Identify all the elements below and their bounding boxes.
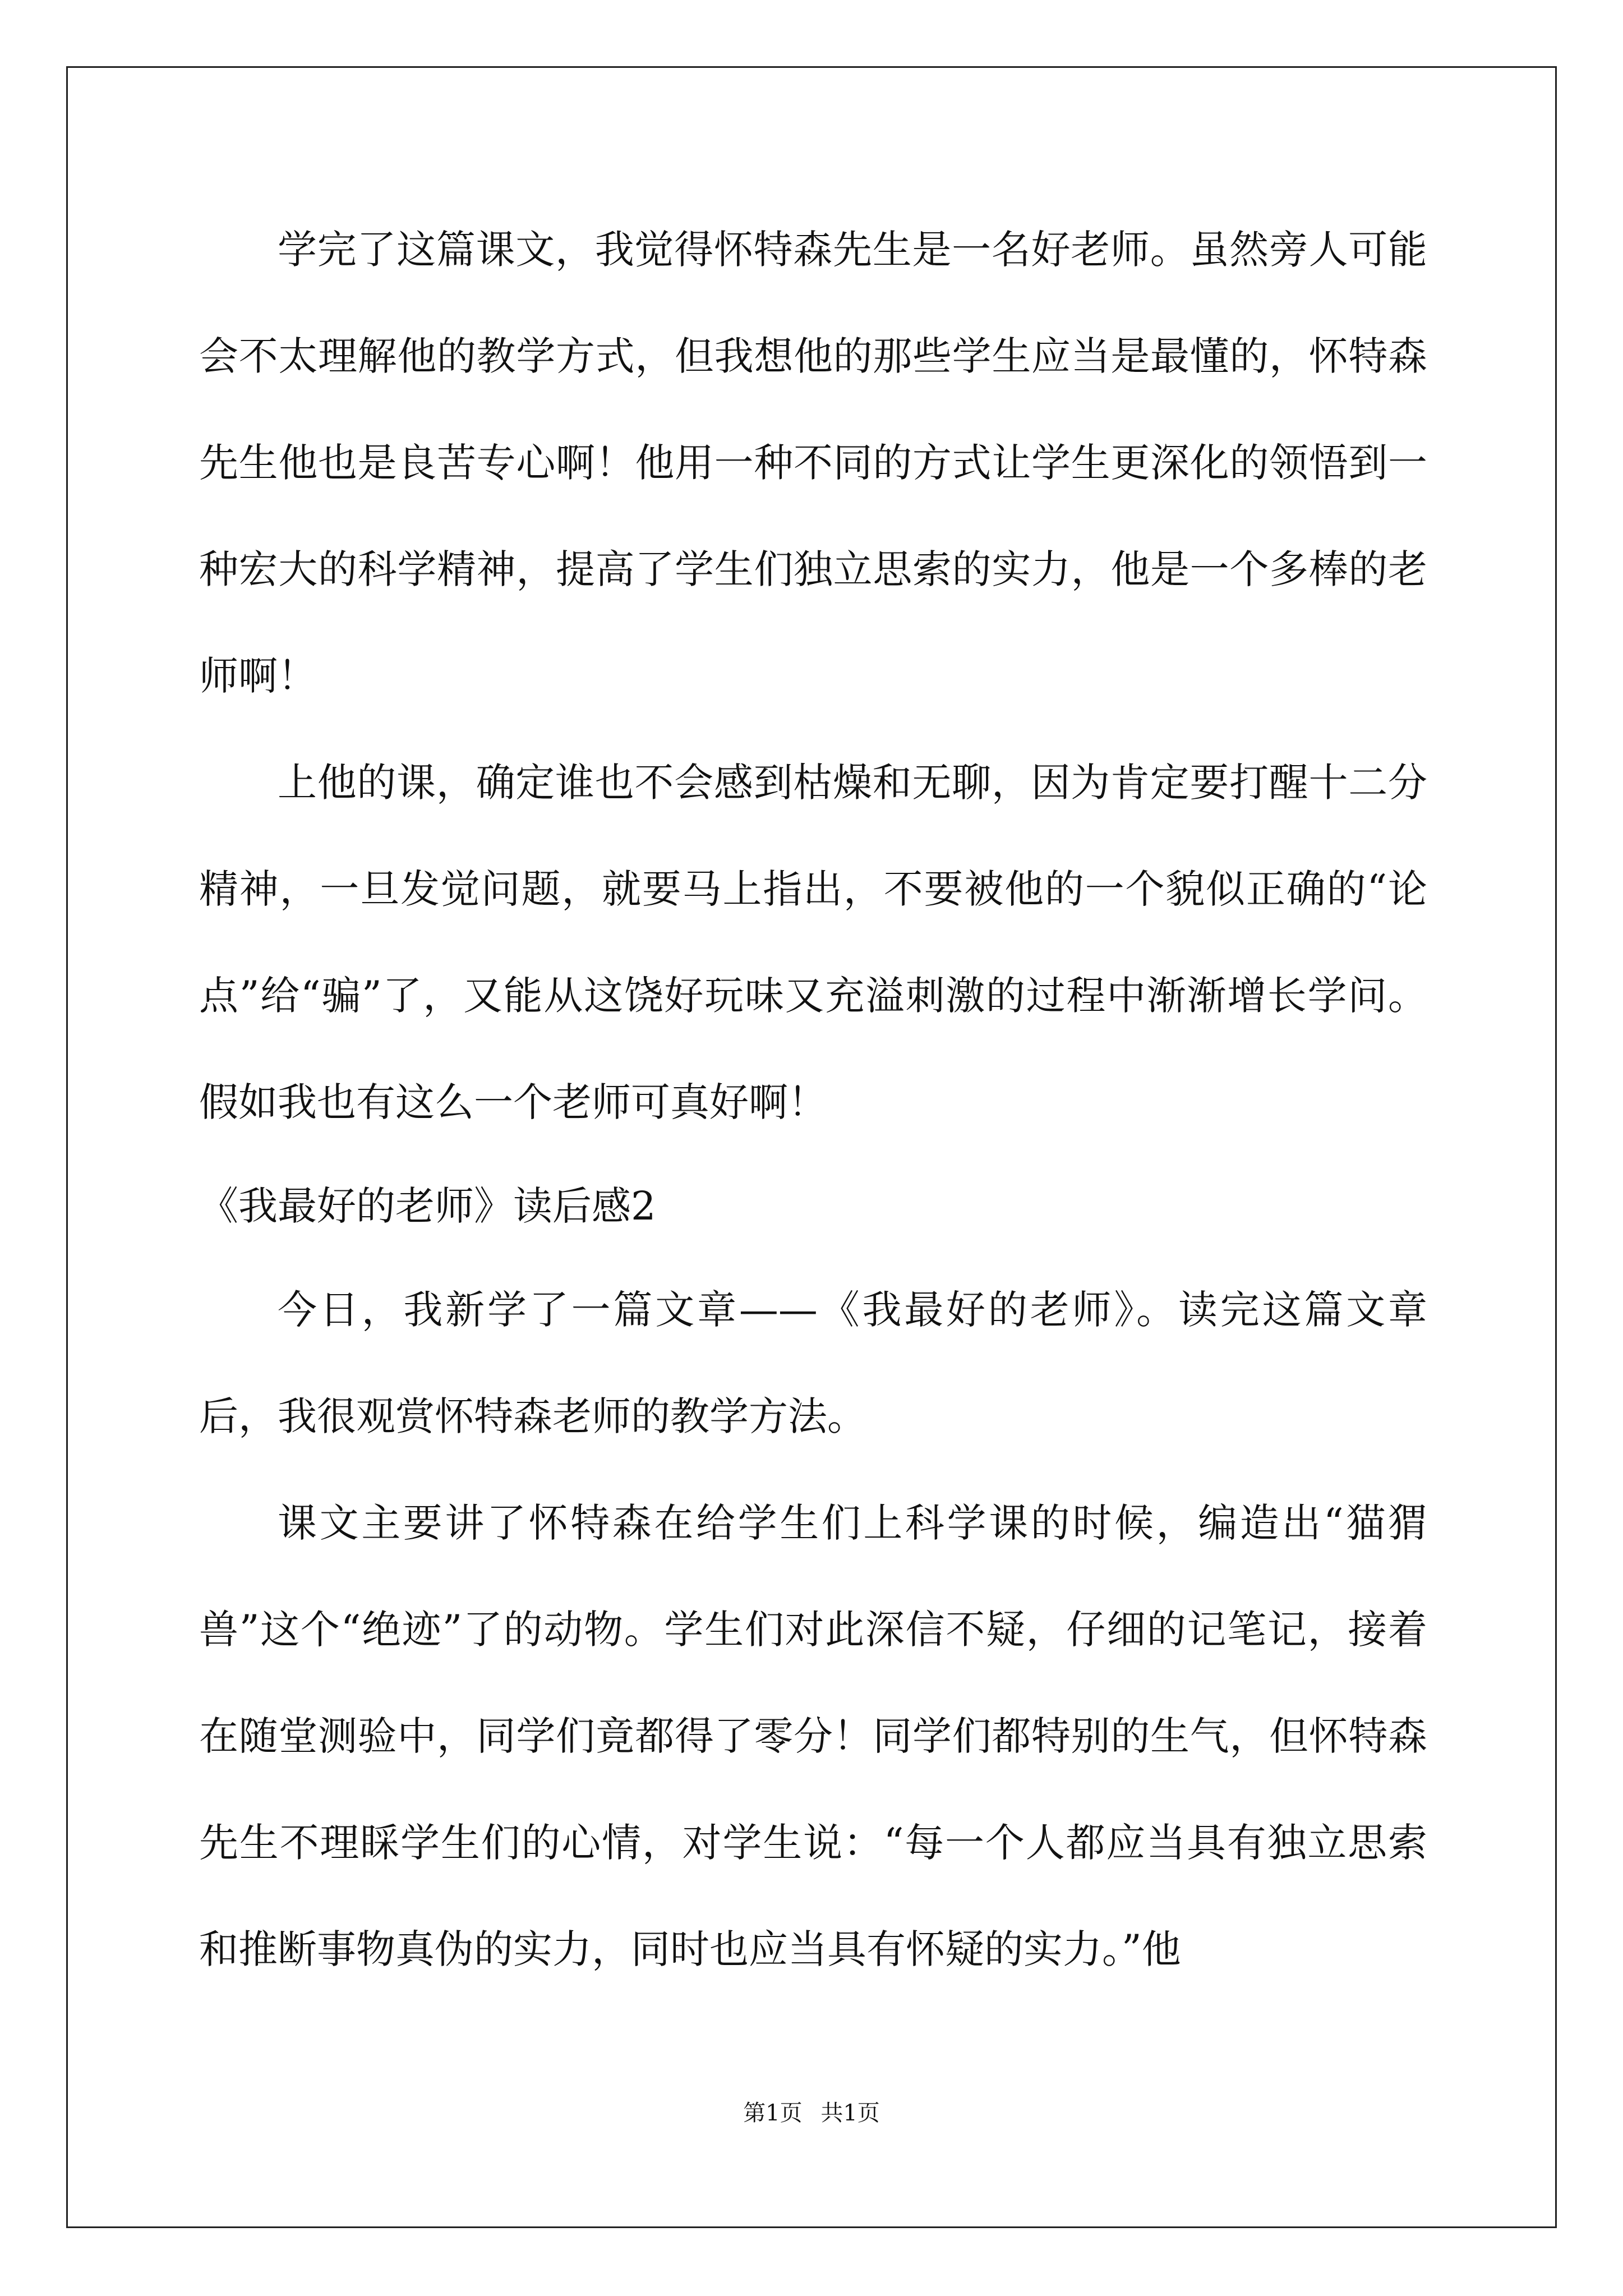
- page-number: 第1页: [743, 2100, 803, 2126]
- paragraph-2: 上他的课，确定谁也不会感到枯燥和无聊，因为肯定要打醒十二分精神，一旦发觉问题，就要马上指出，不要被他的一个貌似正确的“论点”给“骗”了，又能从这饶好玩味又充溢刺激的过程中渐渐增长学问。假如我也有这么一个老师可真好啊！: [199, 760, 1427, 1125]
- section-heading: 《我最好的老师》读后感2: [199, 1183, 656, 1229]
- paragraph-3: 今日，我新学了一篇文章——《我最好的老师》。读完这篇文章后，我很观赏怀特森老师的教学方法。: [199, 1287, 1427, 1439]
- document-body: [199, 196, 1427, 2003]
- page-total: 共1页: [820, 2100, 880, 2126]
- paragraph-4: 课文主要讲了怀特森在给学生们上科学课的时候，编造出“猫猬兽”这个“绝迹”了的动物。学生们对此深信不疑，仔细的记笔记，接着在随堂测验中，同学们竟都得了零分！同学们都特别的生气，但怀特森先生不理睬学生们的心情，对学生说：“每一个人都应当具有独立思索和推断事物真伪的实力，同时也应当具有怀疑的实力。”他: [199, 1500, 1427, 1972]
- page-footer: [0, 2095, 1623, 2127]
- paragraph-1: 学完了这篇课文，我觉得怀特森先生是一名好老师。虽然旁人可能会不太理解他的教学方式，但我想他的那些学生应当是最懂的，怀特森先生他也是良苦专心啊！他用一种不同的方式让学生更深化的领悟到一种宏大的科学精神，提高了学生们独立思索的实力，他是一个多棒的老师啊！: [199, 227, 1427, 699]
